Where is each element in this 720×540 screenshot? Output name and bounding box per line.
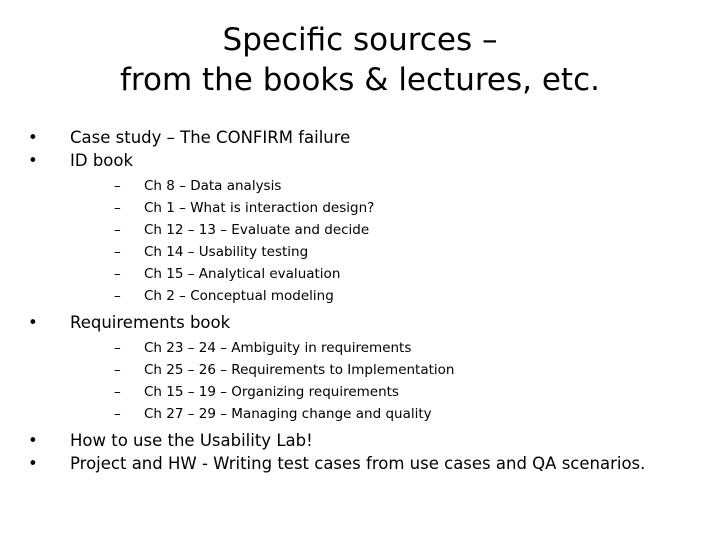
requirements-book-chapter-list xyxy=(70,334,708,429)
sub-item xyxy=(70,219,708,241)
dash-icon: – xyxy=(114,244,121,260)
bullet-text: Requirements book xyxy=(70,313,231,332)
bullet-item-id-book xyxy=(28,149,708,311)
bullet-text: How to use the Usability Lab! xyxy=(70,431,313,450)
bullet-text: Project and HW - Writing test cases from use cases and QA scenarios. xyxy=(70,454,646,473)
sub-item xyxy=(70,337,708,359)
sub-item xyxy=(70,197,708,219)
dash-icon: – xyxy=(114,406,121,422)
sub-item xyxy=(70,381,708,403)
dash-icon: – xyxy=(114,200,121,216)
sub-item xyxy=(70,285,708,307)
bullet-icon: • xyxy=(28,431,38,450)
sub-item xyxy=(70,263,708,285)
sub-item xyxy=(70,241,708,263)
sub-item xyxy=(70,403,708,425)
dash-icon: – xyxy=(114,340,121,356)
sub-item-text: Ch 12 – 13 – Evaluate and decide xyxy=(144,222,370,238)
sub-item-text: Ch 27 – 29 – Managing change and quality xyxy=(144,406,432,422)
slide-title xyxy=(40,20,680,100)
bullet-text: Case study – The CONFIRM failure xyxy=(70,128,351,147)
bullet-item-case-study xyxy=(28,126,708,149)
bullet-item-usability-lab xyxy=(28,429,708,452)
title-line-1: Specific sources – xyxy=(222,22,498,58)
bullet-item-requirements-book xyxy=(28,311,708,429)
title-line-2: from the books & lectures, etc. xyxy=(120,62,600,98)
sub-item-text: Ch 8 – Data analysis xyxy=(144,178,282,194)
dash-icon: – xyxy=(114,384,121,400)
dash-icon: – xyxy=(114,222,121,238)
sub-item-text: Ch 1 – What is interaction design? xyxy=(144,200,375,216)
bullet-icon: • xyxy=(28,128,38,147)
sub-item-text: Ch 14 – Usability testing xyxy=(144,244,309,260)
sub-item-text: Ch 15 – 19 – Organizing requirements xyxy=(144,384,399,400)
sub-item-text: Ch 25 – 26 – Requirements to Implementation xyxy=(144,362,455,378)
sub-item-text: Ch 23 – 24 – Ambiguity in requirements xyxy=(144,340,412,356)
bullet-icon: • xyxy=(28,454,38,473)
bullet-icon: • xyxy=(28,151,38,170)
sub-item-text: Ch 2 – Conceptual modeling xyxy=(144,288,334,304)
bullet-icon: • xyxy=(28,313,38,332)
dash-icon: – xyxy=(114,178,121,194)
bullet-list xyxy=(28,126,708,475)
id-book-chapter-list xyxy=(70,172,708,311)
dash-icon: – xyxy=(114,266,121,282)
bullet-item-project-hw xyxy=(28,452,708,475)
sub-item xyxy=(70,175,708,197)
sub-item-text: Ch 15 – Analytical evaluation xyxy=(144,266,341,282)
sub-item xyxy=(70,359,708,381)
bullet-text: ID book xyxy=(70,151,134,170)
dash-icon: – xyxy=(114,362,121,378)
dash-icon: – xyxy=(114,288,121,304)
